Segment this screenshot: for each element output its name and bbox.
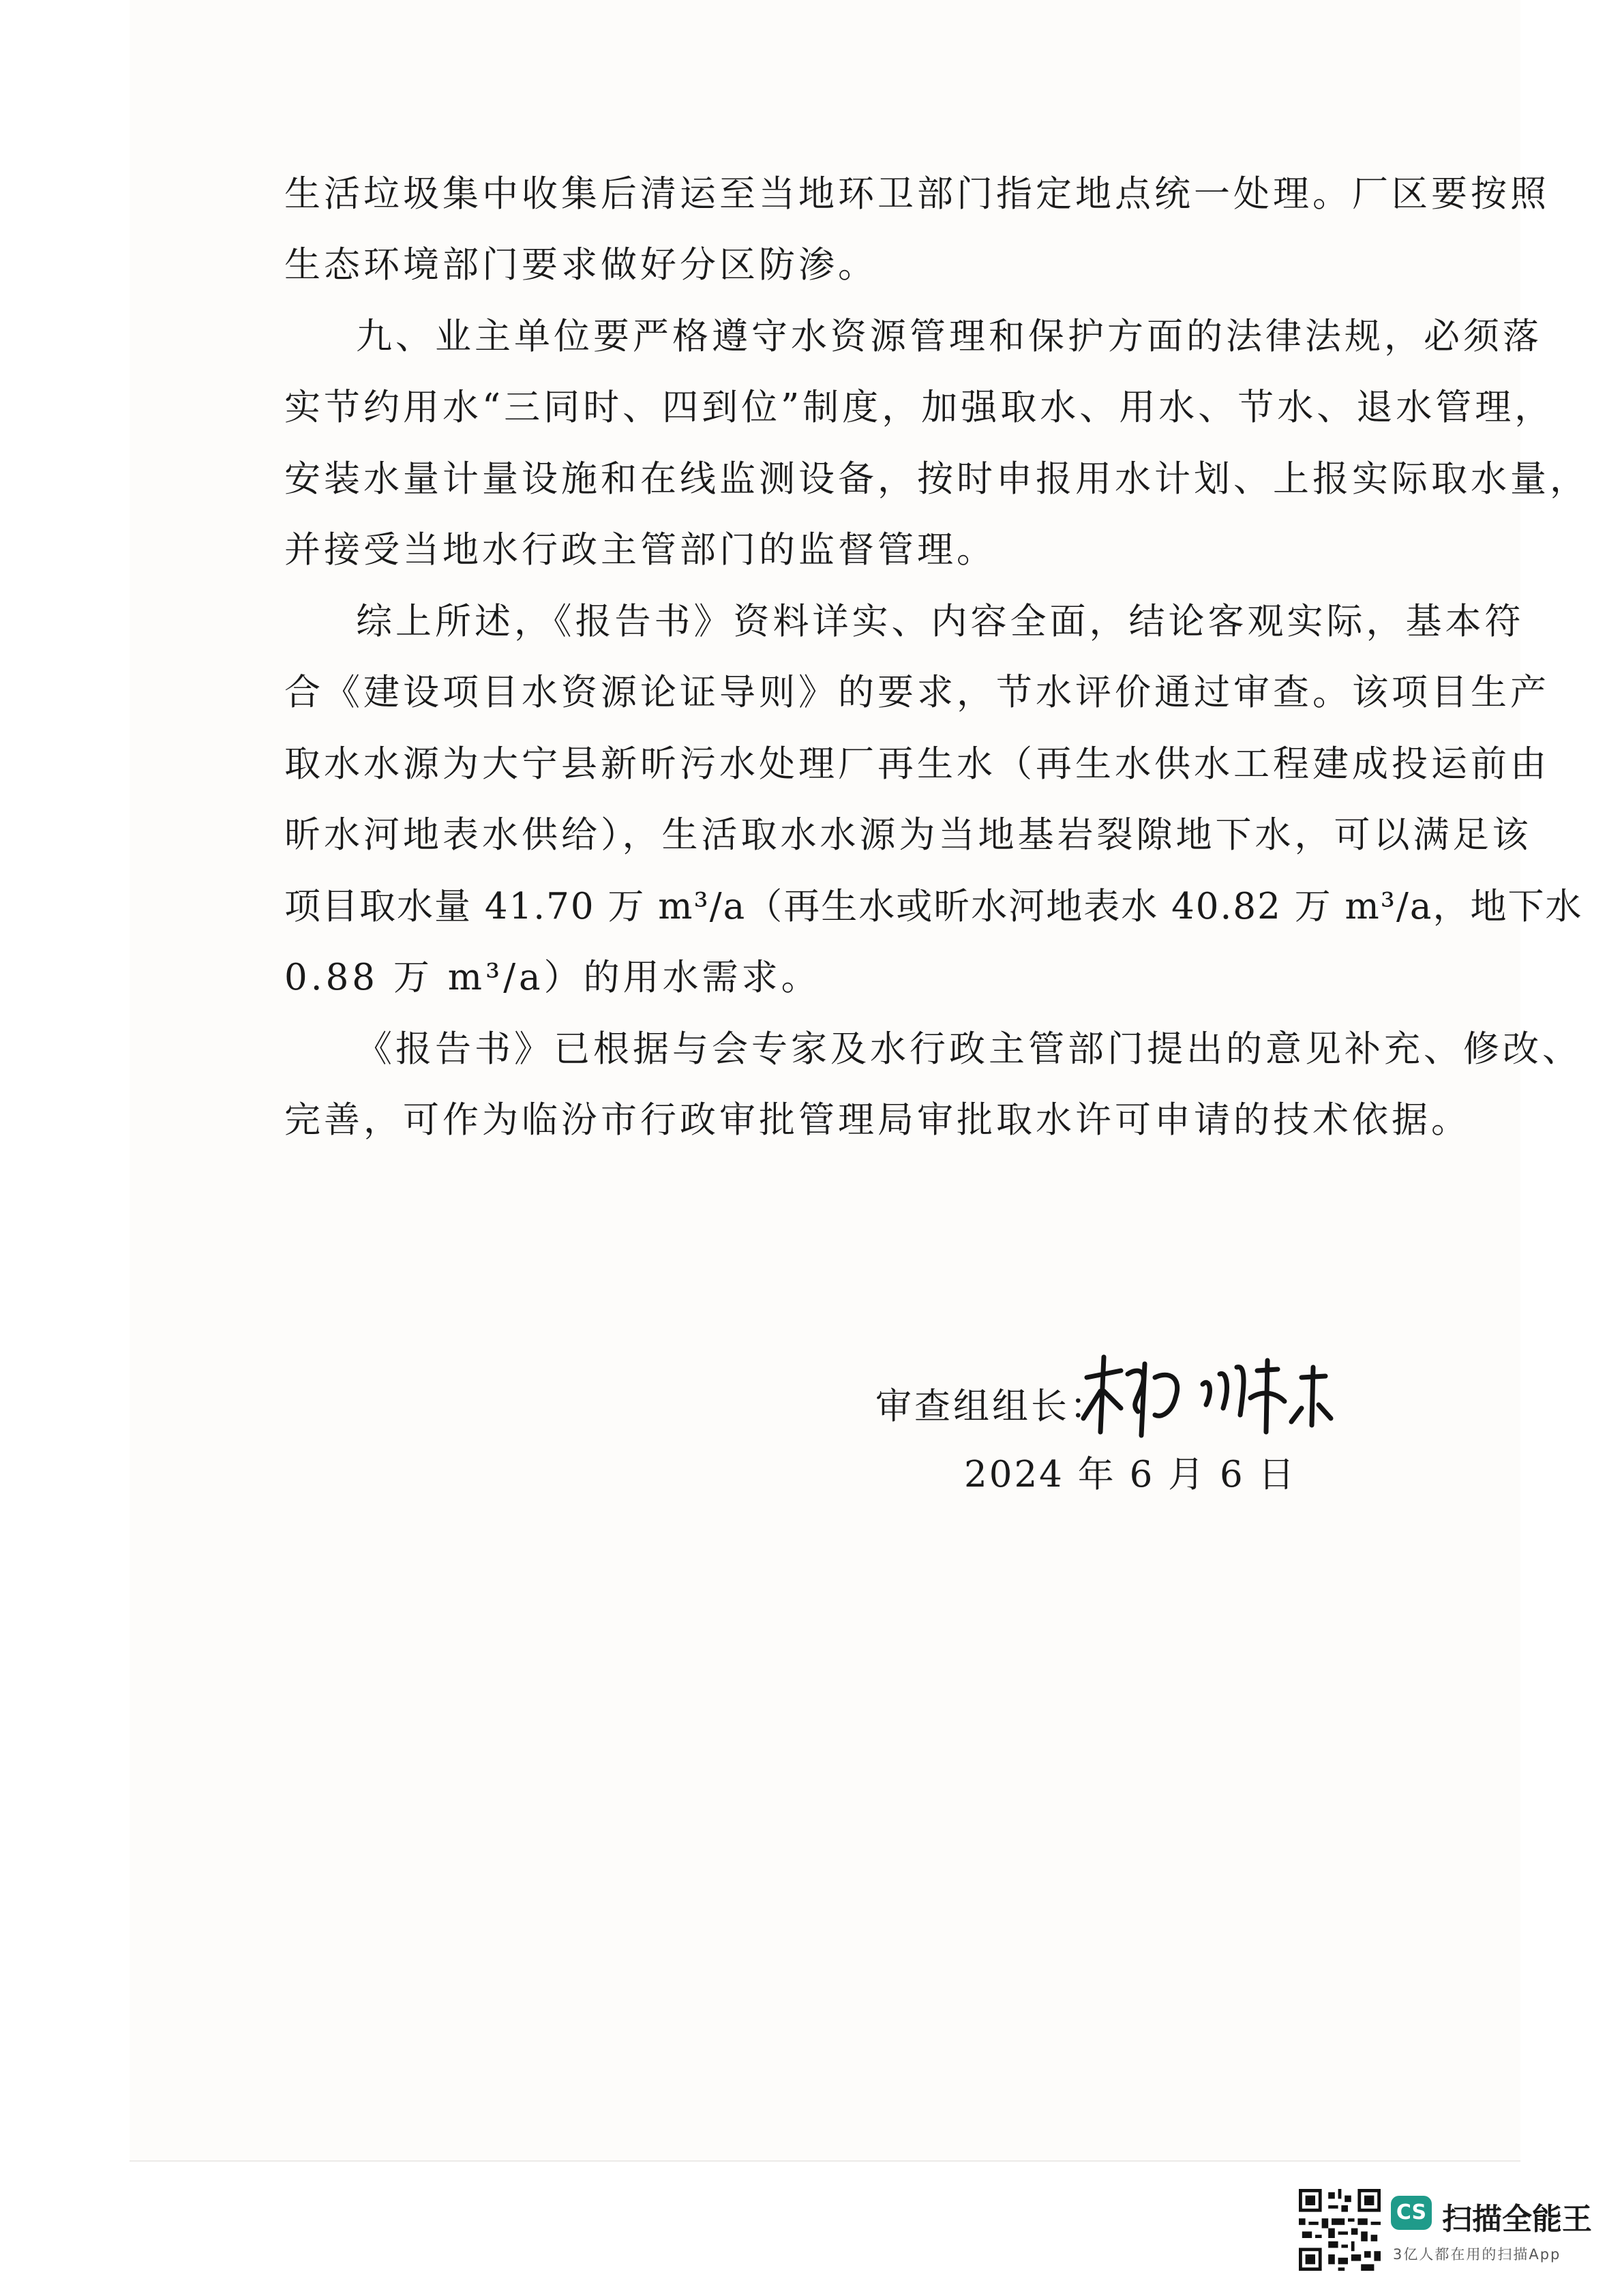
body-line: 《报告书》已根据与会专家及水行政主管部门提出的意见补充、修改、 [356,1028,1582,1070]
scanner-watermark [1299,2189,1599,2284]
handwritten-signature [1073,1350,1339,1446]
body-line: 并接受当地水行政主管部门的监督管理。 [284,529,996,571]
scanner-app-tagline: 3亿人都在用的扫描App [1393,2246,1561,2263]
signature-date: 2024 年 6 月 6 日 [964,1454,1297,1495]
body-line: 取水水源为大宁县新昕污水处理厂再生水（再生水供水工程建成投运前由 [284,743,1550,785]
paper-bottom-edge [130,2160,1520,2162]
body-line: 项目取水量 41.70 万 m³/a（再生水或昕水河地表水 40.82 万 m³/a，地下水 [284,886,1583,927]
body-line: 0.88 万 m³/a）的用水需求。 [284,957,821,998]
signature-block [875,1364,1353,1514]
body-line: 完善，可作为临汾市行政审批管理局审批取水许可申请的技术依据。 [284,1099,1471,1141]
body-line: 生态环境部门要求做好分区防渗。 [284,244,877,286]
scanner-app-name: 扫描全能王 [1442,2202,1592,2237]
body-line: 综上所述，《报告书》资料详实、内容全面，结论客观实际，基本符 [356,601,1525,642]
camscanner-logo-icon: CS [1391,2196,1432,2230]
qr-code-icon [1299,2189,1381,2271]
body-line: 合《建设项目水资源论证导则》的要求，节水评价通过审查。该项目生产 [284,672,1550,713]
body-line: 安装水量计量设施和在线监测设备，按时申报用水计划、上报实际取水量， [284,458,1589,500]
body-line: 生活垃圾集中收集后清运至当地环卫部门指定地点统一处理。厂区要按照 [284,173,1550,215]
signature-label: 审查组组长： [875,1386,1109,1427]
body-line: 实节约用水“三同时、四到位”制度，加强取水、用水、节水、退水管理， [284,387,1555,428]
body-line: 九、业主单位要严格遵守水资源管理和保护方面的法律法规，必须落 [356,316,1542,357]
body-line: 昕水河地表水供给），生活取水水源为当地基岩裂隙地下水，可以满足该 [284,814,1532,856]
